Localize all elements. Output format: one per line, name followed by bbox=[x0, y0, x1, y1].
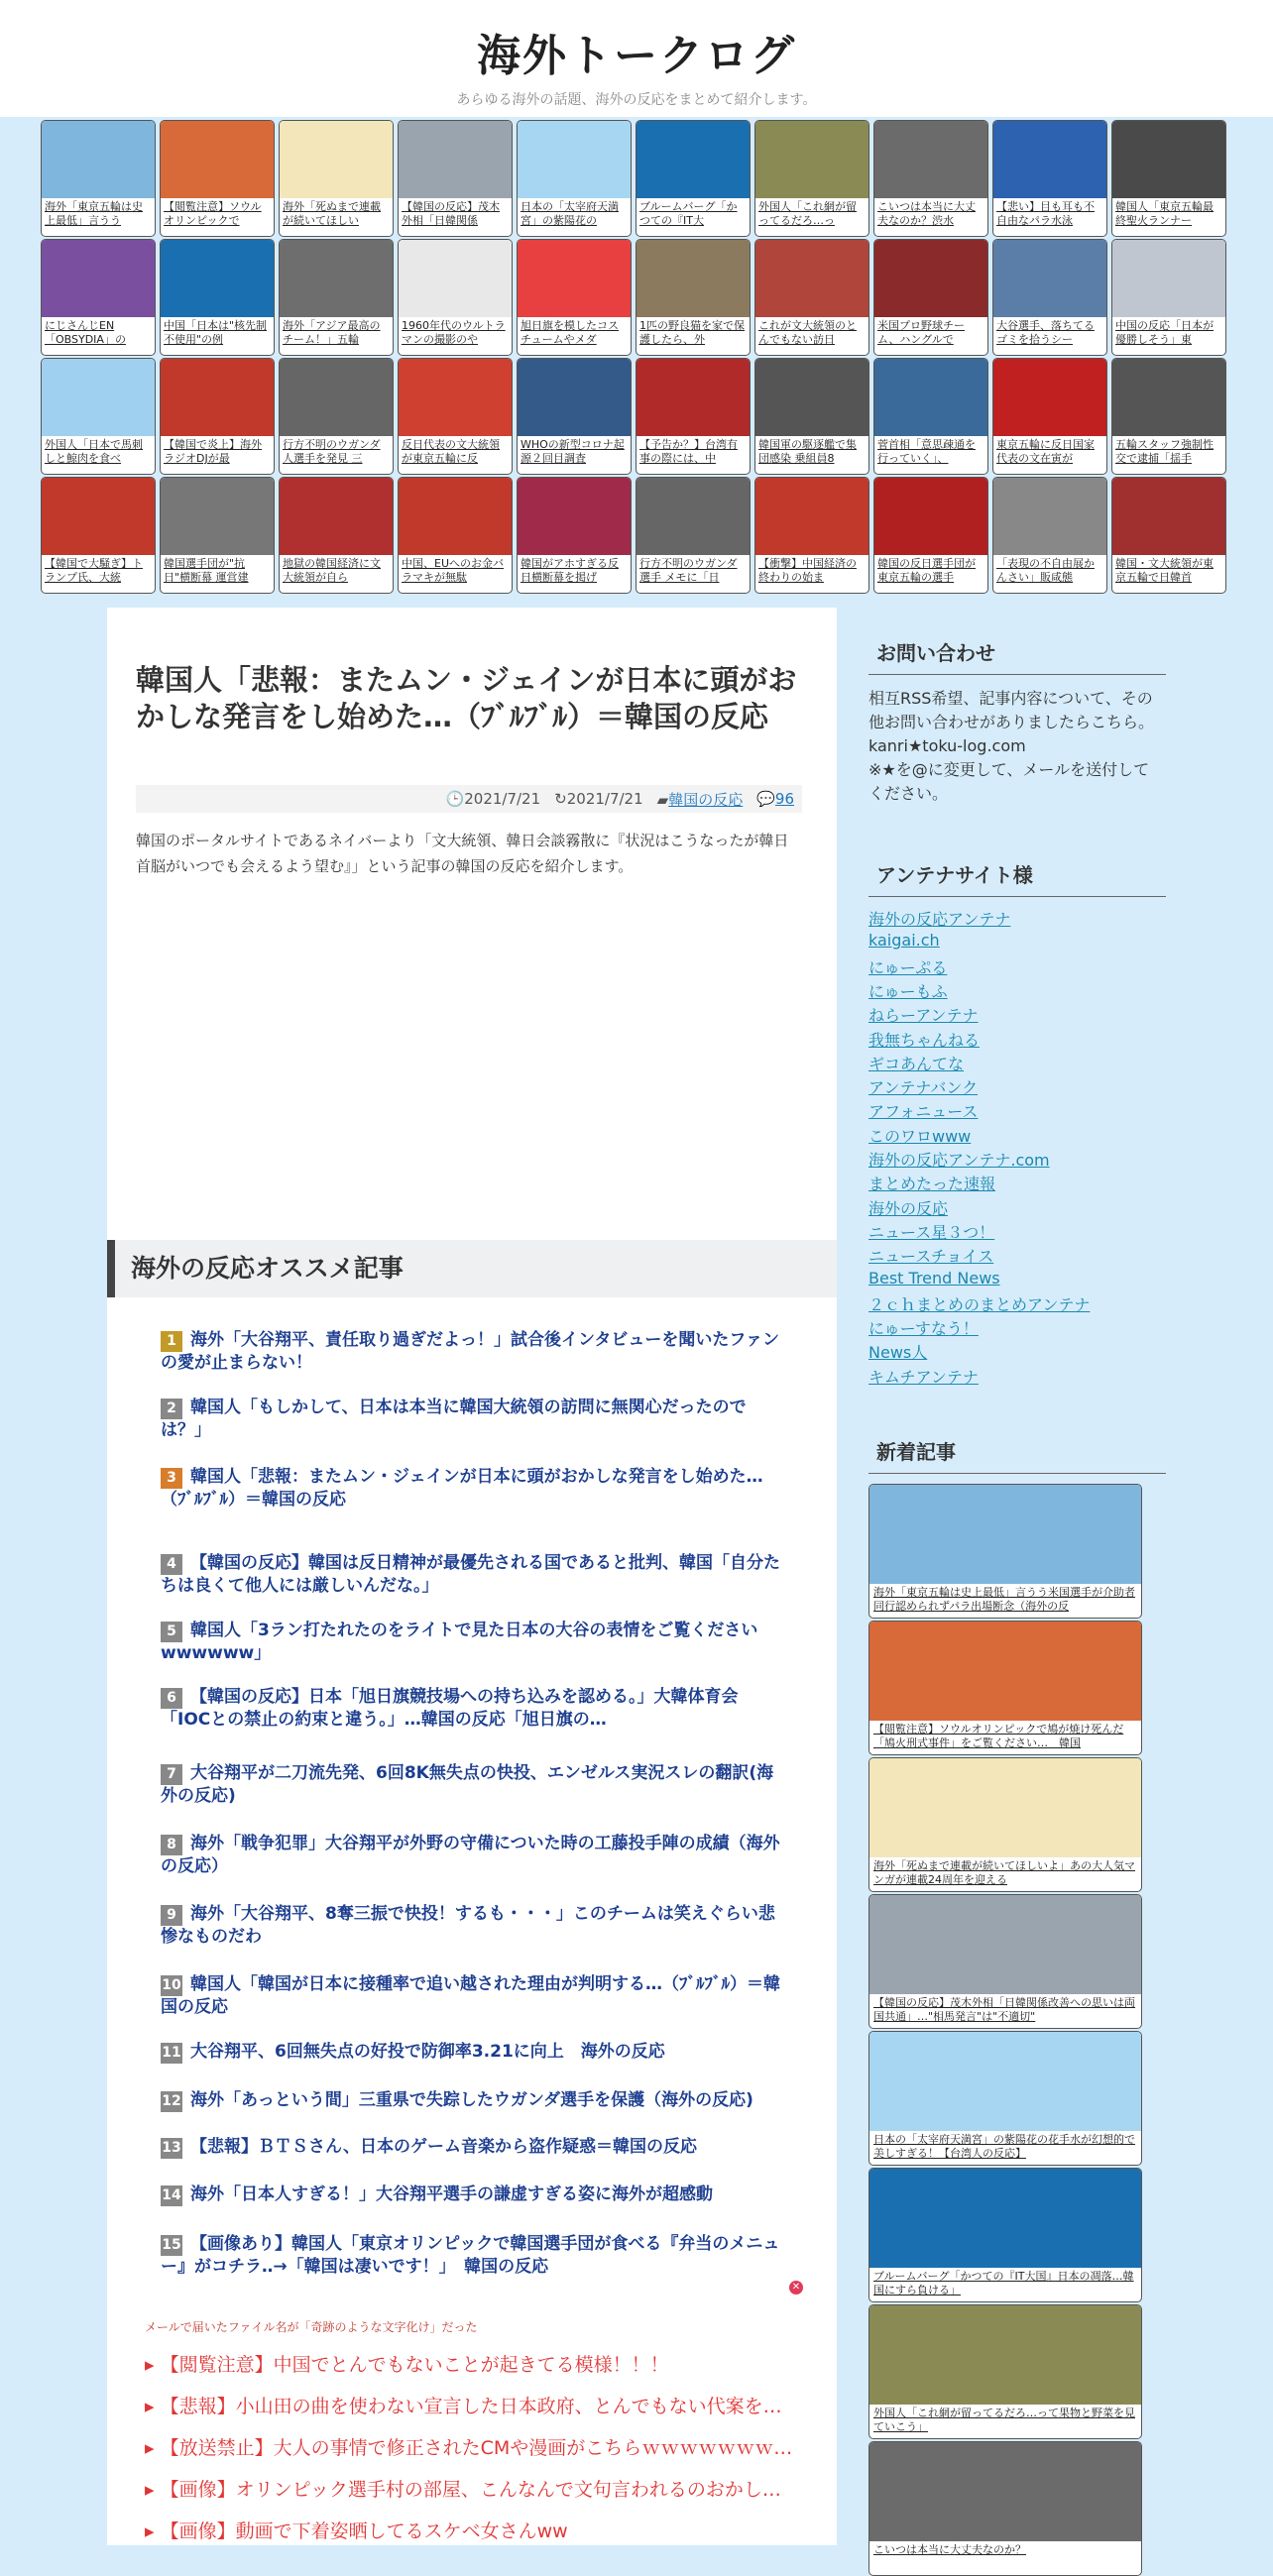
thumbnail-caption[interactable]: 外国人「これ網が留ってるだろ…っ bbox=[758, 200, 857, 227]
thumbnail-card[interactable] bbox=[873, 120, 988, 237]
new-post-card[interactable] bbox=[868, 2031, 1142, 2166]
new-post-image bbox=[869, 2442, 1141, 2541]
antenna-link[interactable]: 我無ちゃんねる bbox=[868, 1030, 981, 1050]
antenna-link[interactable]: ニュース星３つ！ bbox=[868, 1222, 995, 1242]
thumbnail-card[interactable] bbox=[873, 477, 988, 594]
antenna-link[interactable]: News人 bbox=[868, 1343, 928, 1363]
thumbnail-card[interactable] bbox=[517, 239, 632, 356]
article-meta bbox=[136, 785, 802, 813]
new-post-card[interactable] bbox=[868, 1757, 1142, 1892]
clock-icon: 🕒 bbox=[445, 790, 465, 808]
recommend-item[interactable] bbox=[161, 2233, 785, 2279]
thumbnail-image bbox=[874, 359, 987, 436]
recommend-item[interactable] bbox=[161, 1397, 785, 1442]
thumbnail-card[interactable] bbox=[754, 120, 869, 237]
thumbnail-caption[interactable]: 【韓国で炎上】海外ラジオDJが最 bbox=[164, 438, 262, 465]
recommend-heading: 海外の反応オススメ記事 bbox=[107, 1240, 837, 1297]
thumbnail-caption[interactable]: 行方不明のウガンダ人選手を発見 三 bbox=[283, 438, 381, 465]
recommend-item[interactable] bbox=[161, 2184, 785, 2206]
thumbnail-card[interactable] bbox=[398, 477, 513, 594]
thumbnail-card[interactable] bbox=[636, 358, 751, 475]
thumbnail-image bbox=[755, 121, 868, 198]
new-post-image bbox=[869, 1758, 1141, 1857]
thumbnail-caption[interactable]: 旭日旗を模したコスチュームやメダ bbox=[521, 319, 619, 346]
antenna-link[interactable]: にゅーぷる bbox=[868, 957, 948, 977]
rank-number: 2 bbox=[161, 1399, 182, 1419]
ad-info-icon[interactable]: ✕ bbox=[789, 2281, 803, 2295]
thumbnail-card[interactable] bbox=[279, 120, 394, 237]
thumbnail-card[interactable] bbox=[279, 477, 394, 594]
thumbnail-image bbox=[874, 240, 987, 317]
thumbnail-caption[interactable]: ブルームバーグ「かつての『IT大 bbox=[639, 200, 738, 227]
recommend-item[interactable] bbox=[161, 2136, 785, 2159]
thumbnail-card[interactable] bbox=[398, 358, 513, 475]
site-title[interactable]: 海外トークログ bbox=[477, 31, 796, 81]
rank-number: 10 bbox=[161, 1975, 182, 1996]
thumbnail-card[interactable] bbox=[1111, 358, 1226, 475]
thumbnail-caption[interactable]: WHOの新型コロナ起源２回目調査 bbox=[521, 438, 625, 465]
thumbnail-card[interactable] bbox=[636, 120, 751, 237]
new-post-card[interactable] bbox=[868, 2168, 1142, 2302]
comment-link[interactable]: 96 bbox=[774, 790, 794, 808]
promo-link[interactable]: ▸ 【閲覧注意】中国でとんでもないことが起きてる模様！！！ bbox=[145, 2350, 669, 2377]
antenna-link[interactable]: ニュースチョイス bbox=[868, 1247, 994, 1267]
thumbnail-card[interactable] bbox=[279, 239, 394, 356]
thumbnail-caption[interactable]: 五輪スタッフ強制性交で逮捕「揺手 bbox=[1115, 438, 1214, 465]
antenna-link[interactable]: このワロwww bbox=[868, 1126, 972, 1146]
thumbnail-image bbox=[755, 240, 868, 317]
rank-number: 4 bbox=[161, 1554, 182, 1575]
recommend-title[interactable]: 海外「あっという間」三重県で失踪したウガンダ選手を保護（海外の反応) bbox=[190, 2090, 753, 2110]
folder-icon: ▰ bbox=[656, 790, 669, 809]
new-post-image bbox=[869, 2032, 1141, 2131]
thumbnail-card[interactable] bbox=[160, 358, 275, 475]
antenna-link[interactable]: にゅーもふ bbox=[868, 981, 948, 1001]
antenna-link[interactable]: にゅーすなう！ bbox=[868, 1319, 979, 1339]
new-posts-heading: 新着記事 bbox=[868, 1436, 1166, 1474]
site-header bbox=[0, 0, 1273, 117]
thumbnail-card[interactable] bbox=[992, 477, 1107, 594]
recommend-title[interactable]: 海外「大谷翔平、責任取り過ぎだよっ！」試合後インタビューを聞いたファンの愛が止まらない！ bbox=[161, 1330, 779, 1373]
thumbnail-caption[interactable]: 米国プロ野球チーム、ハングルで bbox=[877, 319, 965, 346]
thumbnail-image bbox=[1112, 121, 1225, 198]
thumbnail-caption[interactable]: 海外「アジア最高のチーム！」五輪 bbox=[283, 319, 381, 346]
antenna-link[interactable]: 海外の反応アンテナ.com bbox=[868, 1151, 1050, 1170]
thumbnail-image bbox=[993, 478, 1106, 555]
new-post-caption[interactable]: こいつは本当に大丈夫なのか？ bbox=[873, 2543, 1026, 2556]
thumbnail-image bbox=[874, 478, 987, 555]
thumbnail-card[interactable] bbox=[873, 358, 988, 475]
new-post-caption[interactable]: 【閲覧注意】ソウルオリンピックで鳩が焼け死んだ「鳩火刑式事件」をご覧ください… 韓国 bbox=[873, 1723, 1124, 1749]
new-post-image bbox=[869, 1622, 1141, 1721]
thumbnail-caption[interactable]: 【韓国の反応】茂木外相「日韓関係 bbox=[402, 200, 500, 227]
promo-link[interactable]: ▸ 【悲報】小山田の曲を使わない宣言した日本政府、とんでもない代案を… bbox=[145, 2392, 782, 2418]
rank-number: 11 bbox=[161, 2043, 182, 2064]
posted-date: 🕒2021/7/21 bbox=[445, 790, 541, 808]
thumbnail-image bbox=[280, 359, 393, 436]
rank-number: 5 bbox=[161, 1622, 182, 1642]
recommend-title[interactable]: 韓国人「韓国が日本に接種率で追い越された理由が判明する…（ﾌﾞﾙﾌﾞﾙ）＝韓国の反応 bbox=[161, 1974, 780, 2017]
antenna-link[interactable]: キムチアンテナ bbox=[868, 1367, 979, 1387]
thumbnail-card[interactable] bbox=[398, 120, 513, 237]
antenna-link[interactable]: ねらーアンテナ bbox=[868, 1006, 979, 1026]
thumbnail-caption[interactable]: 地獄の韓国経済に文大統領が自ら bbox=[283, 557, 381, 584]
thumbnail-caption[interactable]: 韓国選手団が"抗日"横断幕 運営建 bbox=[164, 557, 249, 584]
promo-link[interactable]: ▸ 【画像】オリンピック選手村の部屋、こんなんで文句言われるのおかし… bbox=[145, 2475, 781, 2502]
new-post-image bbox=[869, 2305, 1141, 2405]
thumbnail-card[interactable] bbox=[41, 239, 156, 356]
promo-note[interactable]: メールで届いたファイル名が「奇跡のような文字化け」だった bbox=[145, 2320, 478, 2334]
thumbnail-caption[interactable]: 韓国軍の駆逐艦で集団感染 乗組員8 bbox=[758, 438, 857, 465]
thumbnail-caption[interactable]: 1960年代のウルトラマンの撮影のや bbox=[402, 319, 506, 346]
new-post-caption[interactable]: 外国人「これ網が留ってるだろ…って果物と野菜を見ていこう」 bbox=[873, 2407, 1135, 2433]
thumbnail-caption[interactable]: 菅首相「意思疎通を行っていく」、 bbox=[877, 438, 976, 465]
rank-number: 14 bbox=[161, 2185, 182, 2206]
recommend-item[interactable] bbox=[161, 1833, 785, 1878]
contact-heading: お問い合わせ bbox=[868, 637, 1166, 675]
thumbnail-caption[interactable]: 海外「死ぬまで連載が続いてほしい bbox=[283, 200, 381, 227]
thumbnail-card[interactable] bbox=[636, 239, 751, 356]
thumbnail-image bbox=[1112, 478, 1225, 555]
antenna-heading: アンテナサイト様 bbox=[868, 859, 1166, 897]
thumbnail-caption[interactable]: 韓国人「東京五輪最終聖火ランナー bbox=[1115, 200, 1214, 227]
recommend-title[interactable]: 【韓国の反応】韓国は反日精神が最優先される国であると批判、韓国「自分たちは良くて他人には厳しいんだな。」 bbox=[161, 1553, 780, 1596]
thumbnail-caption[interactable]: 1匹の野良猫を家で保護したら、外 bbox=[639, 319, 745, 346]
thumbnail-image bbox=[1112, 240, 1225, 317]
thumbnail-image bbox=[518, 121, 631, 198]
antenna-link[interactable]: kaigai.ch bbox=[868, 931, 940, 951]
thumbnail-caption[interactable]: 海外「東京五輪は史上最低」言うう bbox=[45, 200, 143, 227]
recommend-title[interactable]: 【韓国の反応】日本「旭日旗競技場への持ち込みを認める。」大韓体育会「IOCとの禁止の約束と違う。」…韓国の反応「旭日旗の… bbox=[161, 1687, 739, 1730]
new-post-caption[interactable]: 【韓国の反応】茂木外相「日韓関係改善への思いは両国共通」…"相馬発言"は"不適切" bbox=[873, 1996, 1135, 2023]
contact-text: 相互RSS希望、記事内容について、その他お問い合わせがありましたらこちら。 kanri★toku-log.com ※★を@に変更して、メールを送付してください。 bbox=[868, 689, 1155, 803]
thumbnail-card[interactable] bbox=[41, 358, 156, 475]
thumbnail-image bbox=[42, 121, 155, 198]
updated-date: ↻2021/7/21 bbox=[554, 790, 643, 808]
antenna-link[interactable]: 海外の反応 bbox=[868, 1198, 949, 1218]
thumbnail-caption[interactable]: 【閲覧注意】ソウルオリンピックで bbox=[164, 200, 262, 227]
recommend-title[interactable]: 韓国人「悲報：またムン・ジェインが日本に頭がおかしな発言をし始めた…（ﾌﾞﾙﾌﾞﾙ）＝韓国の反応 bbox=[161, 1467, 763, 1510]
thumbnail-image bbox=[1112, 359, 1225, 436]
antenna-link[interactable]: Best Trend News bbox=[868, 1268, 1000, 1288]
thumbnail-card[interactable] bbox=[754, 358, 869, 475]
thumbnail-image bbox=[993, 121, 1106, 198]
update-icon: ↻ bbox=[554, 790, 567, 808]
thumbnail-image bbox=[636, 121, 750, 198]
thumbnail-card[interactable] bbox=[41, 477, 156, 594]
thumbnail-image bbox=[399, 359, 512, 436]
rank-number: 6 bbox=[161, 1688, 182, 1709]
comment-count bbox=[756, 790, 794, 808]
recommend-item[interactable] bbox=[161, 1620, 785, 1665]
thumbnail-image bbox=[755, 478, 868, 555]
recommend-item[interactable] bbox=[161, 1762, 785, 1808]
antenna-link[interactable]: ギコあんてな bbox=[868, 1054, 965, 1073]
thumbnail-card[interactable] bbox=[754, 477, 869, 594]
thumbnail-image bbox=[161, 121, 274, 198]
recommend-title[interactable]: 大谷翔平が二刀流先発、6回8K無失点の快投、エンゼルス実況スレの翻訳(海外の反応) bbox=[161, 1763, 774, 1806]
recommend-item[interactable] bbox=[161, 1686, 785, 1732]
recommend-item[interactable] bbox=[161, 2089, 785, 2112]
thumbnail-image bbox=[42, 478, 155, 555]
thumbnail-caption[interactable]: 韓国・文大統領が東京五輪で日韓首 bbox=[1115, 557, 1214, 584]
thumbnail-image bbox=[993, 359, 1106, 436]
rank-number: 9 bbox=[161, 1905, 182, 1926]
thumbnail-card[interactable] bbox=[41, 120, 156, 237]
antenna-link[interactable]: まとめたった速報 bbox=[868, 1175, 996, 1194]
thumbnail-card[interactable] bbox=[160, 239, 275, 356]
thumbnail-card[interactable] bbox=[992, 239, 1107, 356]
thumbnail-card[interactable] bbox=[873, 239, 988, 356]
recommend-title[interactable]: 【悲報】ＢＴＳさん、日本のゲーム音楽から盗作疑惑＝韓国の反応 bbox=[190, 2137, 698, 2157]
thumbnail-caption[interactable]: 韓国の反日選手団が東京五輪の選手 bbox=[877, 557, 976, 584]
recommend-item[interactable] bbox=[161, 2041, 785, 2064]
thumbnail-card[interactable] bbox=[517, 477, 632, 594]
thumbnail-caption[interactable]: 【韓国で大騒ぎ】トランプ氏、大統 bbox=[45, 557, 143, 584]
antenna-link[interactable]: 海外の反応アンテナ bbox=[868, 910, 1011, 929]
recommend-item[interactable] bbox=[161, 1552, 785, 1598]
thumbnail-image bbox=[993, 240, 1106, 317]
article-excerpt: 韓国のポータルサイトであるネイバーより「文大統領、韓日会談霧散に『状況はこうなったが韓日首脳がいつでも会えるよう望む』」という記事の韓国の反応を紹介します。 bbox=[136, 832, 789, 875]
new-post-caption[interactable]: 日本の「太宰府天満宮」の紫陽花の花手水が幻想的で美しすぎる！【台湾人の反応】 bbox=[873, 2133, 1135, 2160]
antenna-link[interactable]: アフォニュース bbox=[868, 1102, 979, 1122]
thumbnail-caption[interactable]: 中国「日本は"核先制不使用"の例 bbox=[164, 319, 268, 346]
thumbnail-image bbox=[874, 121, 987, 198]
thumbnail-caption[interactable]: 韓国がアホすぎる反日横断幕を掲げ bbox=[521, 557, 619, 584]
thumbnail-card[interactable] bbox=[160, 477, 275, 594]
thumbnail-image bbox=[636, 359, 750, 436]
recommend-item[interactable] bbox=[161, 1466, 785, 1512]
thumbnail-image bbox=[161, 240, 274, 317]
article-title[interactable]: 韓国人「悲報：またムン・ジェインが日本に頭がおかしな発言をし始めた…（ﾌﾞﾙﾌﾞﾙ）＝韓国の反応 bbox=[136, 663, 797, 733]
antenna-link[interactable]: アンテナバンク bbox=[868, 1078, 979, 1098]
thumbnail-image bbox=[399, 121, 512, 198]
thumbnail-caption[interactable]: 東京五輪に反日国家代表の文在寅が bbox=[996, 438, 1095, 465]
thumbnail-caption[interactable]: 【予告か？】台湾有事の際には、中 bbox=[639, 438, 738, 465]
thumbnail-image bbox=[280, 121, 393, 198]
thumbnail-card[interactable] bbox=[1111, 239, 1226, 356]
thumbnail-card[interactable] bbox=[1111, 120, 1226, 237]
site-description: あらゆる海外の話題、海外の反応をまとめて紹介します。 bbox=[456, 92, 817, 108]
thumbnail-image bbox=[518, 240, 631, 317]
rank-number: 7 bbox=[161, 1764, 182, 1785]
recommend-item[interactable] bbox=[161, 1903, 785, 1949]
thumbnail-card[interactable] bbox=[398, 239, 513, 356]
ad-space bbox=[136, 885, 802, 1212]
recommend-title[interactable]: 【画像あり】韓国人「東京オリンピックで韓国選手団が食べる『弁当のメニュー』がコチラ‥→「韓国は凄いです！」 韓国の反応 bbox=[161, 2234, 780, 2277]
thumbnail-image bbox=[161, 359, 274, 436]
thumbnail-caption[interactable]: 中国の反応「日本が優勝しそう」東 bbox=[1115, 319, 1214, 346]
thumbnail-caption[interactable]: 中国、EUへのお金バラマキが無駄 bbox=[402, 557, 505, 584]
thumbnail-caption[interactable]: 日本の「太宰府天満宮」の紫陽花の bbox=[521, 200, 619, 227]
thumbnail-card[interactable] bbox=[636, 477, 751, 594]
new-post-card[interactable] bbox=[868, 2304, 1142, 2439]
new-post-card[interactable] bbox=[868, 1484, 1142, 1619]
rank-number: 12 bbox=[161, 2091, 182, 2112]
new-post-caption[interactable]: 海外「東京五輪は史上最低」言うう米国選手が介助者同行認められずパラ出場断念（海外の反 bbox=[873, 1586, 1135, 1613]
thumbnail-image bbox=[636, 478, 750, 555]
contact-note: ※★を@に変更して、メールを送付してください。 bbox=[868, 760, 1150, 803]
thumbnail-caption[interactable]: 外国人「日本で馬刺しと鯨肉を食べ bbox=[45, 438, 143, 465]
thumbnail-image bbox=[399, 240, 512, 317]
thumbnail-caption[interactable]: 反日代表の文大統領が東京五輪に反 bbox=[402, 438, 500, 465]
thumbnail-image bbox=[399, 478, 512, 555]
thumbnail-card[interactable] bbox=[1111, 477, 1226, 594]
thumbnail-image bbox=[42, 359, 155, 436]
thumbnail-image bbox=[755, 359, 868, 436]
thumbnail-card[interactable] bbox=[992, 120, 1107, 237]
recommend-item[interactable] bbox=[161, 1973, 785, 2019]
comment-icon: 💬 bbox=[756, 790, 775, 808]
thumbnail-image bbox=[518, 359, 631, 436]
thumbnail-image bbox=[280, 240, 393, 317]
thumbnail-caption[interactable]: 【悲い】目も耳も不自由なパラ水泳 bbox=[996, 200, 1095, 227]
thumbnail-caption[interactable]: 行方不明のウガンダ選手 メモに「日 bbox=[639, 557, 738, 584]
thumbnail-caption[interactable]: にじさんじEN「OBSYDIA」の bbox=[45, 319, 126, 346]
new-post-image bbox=[869, 2169, 1141, 2268]
thumbnail-caption[interactable]: 「表現の不自由展かんさい」販咸態 bbox=[996, 557, 1095, 584]
contact-email: kanri★toku-log.com bbox=[868, 736, 1026, 755]
recommend-title[interactable]: 海外「日本人すぎる！」大谷翔平選手の謙虚すぎる姿に海外が超感動 bbox=[190, 2184, 713, 2204]
rank-number: 8 bbox=[161, 1835, 182, 1855]
recommend-title[interactable]: 韓国人「もしかして、日本は本当に韓国大統領の訪問に無関心だったのでは？」 bbox=[161, 1398, 747, 1440]
recommend-title[interactable]: 韓国人「3ラン打たれたのをライトで見た日本の大谷の表情をご覧くださいwwwwww」 bbox=[161, 1621, 758, 1663]
new-post-card[interactable] bbox=[868, 1621, 1142, 1755]
rank-number: 15 bbox=[161, 2235, 182, 2256]
recommend-item[interactable] bbox=[161, 1329, 785, 1375]
new-post-card[interactable] bbox=[868, 1894, 1142, 2029]
thumbnail-card[interactable] bbox=[992, 358, 1107, 475]
thumbnail-card[interactable] bbox=[517, 120, 632, 237]
main-content bbox=[107, 608, 837, 2545]
thumbnail-card[interactable] bbox=[517, 358, 632, 475]
rank-number: 3 bbox=[161, 1468, 182, 1489]
thumbnail-image bbox=[636, 240, 750, 317]
recommend-title[interactable]: 海外「大谷翔平、8奪三振で快投！するも・・・」このチームは笑えぐらい悲惨なものだわ bbox=[161, 1904, 775, 1947]
rank-number: 1 bbox=[161, 1331, 182, 1352]
new-post-caption[interactable]: ブルームバーグ「かつての『IT大国』日本の凋落…韓国にすら負ける」 bbox=[873, 2270, 1134, 2296]
thumbnail-caption[interactable]: こいつは本当に大丈夫なのか？渋水 bbox=[877, 200, 976, 227]
new-post-card[interactable] bbox=[868, 2441, 1142, 2576]
new-post-image bbox=[869, 1485, 1141, 1584]
thumbnail-card[interactable] bbox=[160, 120, 275, 237]
promo-link[interactable]: ▸ 【画像】動画で下着姿晒してるスケベ女さんww bbox=[145, 2517, 568, 2543]
new-post-caption[interactable]: 海外「死ぬまで連載が続いてほしいよ」あの大人気マンガが連載24周年を迎える bbox=[873, 1859, 1135, 1886]
rank-number: 13 bbox=[161, 2138, 182, 2159]
thumbnail-image bbox=[42, 240, 155, 317]
thumbnail-image bbox=[518, 478, 631, 555]
antenna-link[interactable]: ２ｃｈまとめのまとめアンテナ bbox=[868, 1294, 1091, 1314]
promo-link[interactable]: ▸ 【放送禁止】大人の事情で修正されたCMや漫画がこちらｗｗｗｗｗｗｗ… bbox=[145, 2433, 792, 2460]
thumbnail-card[interactable] bbox=[279, 358, 394, 475]
new-post-image bbox=[869, 1895, 1141, 1994]
thumbnail-image bbox=[280, 478, 393, 555]
recommend-title[interactable]: 海外「戦争犯罪」大谷翔平が外野の守備についた時の工藤投手陣の成績（海外の反応） bbox=[161, 1834, 780, 1876]
thumbnail-image bbox=[161, 478, 274, 555]
thumbnail-caption[interactable]: 大谷選手、落ちてるゴミを拾うシー bbox=[996, 319, 1095, 346]
thumbnail-card[interactable] bbox=[754, 239, 869, 356]
thumbnail-caption[interactable]: これが文大統領のとんでもない訪日 bbox=[758, 319, 857, 346]
thumbnail-caption[interactable]: 【衝撃】中国経済の終わりの始ま bbox=[758, 557, 857, 584]
category bbox=[657, 789, 744, 810]
category-link[interactable]: 韓国の反応 bbox=[668, 790, 744, 809]
recommend-title[interactable]: 大谷翔平、6回無失点の好投で防御率3.21に向上 海外の反応 bbox=[190, 2042, 665, 2062]
